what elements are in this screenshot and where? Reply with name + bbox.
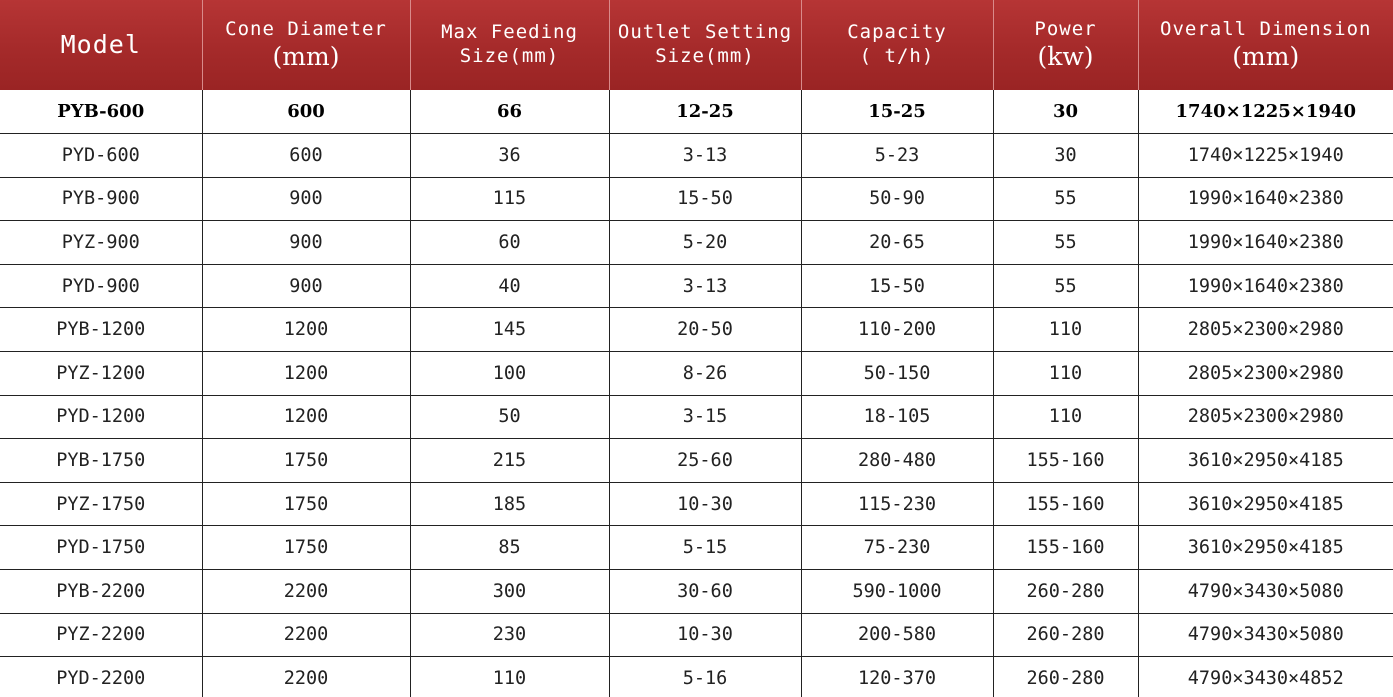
cell-power: 155-160 [993, 526, 1138, 570]
header-outlet-setting-size [609, 0, 801, 90]
cell-capacity: 20-65 [801, 221, 993, 265]
cell-cone-diameter: 1200 [202, 352, 410, 396]
table-row [0, 526, 1393, 570]
cell-overall-dimension: 4790×3430×5080 [1138, 613, 1393, 657]
cell-power: 110 [993, 308, 1138, 352]
cell-cone-diameter: 1750 [202, 482, 410, 526]
header-power-unit: (kw) [1037, 42, 1094, 72]
cell-max-feeding-size: 50 [410, 395, 609, 439]
cell-outlet-setting-size: 12-25 [609, 90, 801, 134]
header-overall-dimension-label: Overall Dimension [1160, 17, 1372, 40]
cell-outlet-setting-size: 5-16 [609, 657, 801, 697]
table-row [0, 221, 1393, 265]
table-body [0, 90, 1393, 697]
cell-overall-dimension: 1990×1640×2380 [1138, 221, 1393, 265]
cell-model: PYD-2200 [0, 657, 202, 697]
cell-capacity: 280-480 [801, 439, 993, 483]
table-row [0, 613, 1393, 657]
cell-max-feeding-size: 100 [410, 352, 609, 396]
cell-max-feeding-size: 60 [410, 221, 609, 265]
cell-overall-dimension: 3610×2950×4185 [1138, 526, 1393, 570]
cell-max-feeding-size: 85 [410, 526, 609, 570]
cell-outlet-setting-size: 3-13 [609, 134, 801, 178]
cell-capacity: 15-25 [801, 90, 993, 134]
cell-outlet-setting-size: 30-60 [609, 570, 801, 614]
cell-capacity: 200-580 [801, 613, 993, 657]
cell-max-feeding-size: 185 [410, 482, 609, 526]
cell-overall-dimension: 4790×3430×5080 [1138, 570, 1393, 614]
cell-capacity: 5-23 [801, 134, 993, 178]
header-cone-diameter [202, 0, 410, 90]
cell-model: PYD-1750 [0, 526, 202, 570]
cell-max-feeding-size: 215 [410, 439, 609, 483]
cell-model: PYD-1200 [0, 395, 202, 439]
cell-cone-diameter: 1200 [202, 395, 410, 439]
cell-overall-dimension: 2805×2300×2980 [1138, 395, 1393, 439]
cell-overall-dimension: 3610×2950×4185 [1138, 482, 1393, 526]
cell-power: 30 [993, 90, 1138, 134]
cell-cone-diameter: 1750 [202, 526, 410, 570]
cell-cone-diameter: 900 [202, 221, 410, 265]
cell-overall-dimension: 1740×1225×1940 [1138, 134, 1393, 178]
cell-cone-diameter: 2200 [202, 613, 410, 657]
cell-power: 260-280 [993, 570, 1138, 614]
cell-power: 55 [993, 221, 1138, 265]
cell-outlet-setting-size: 3-15 [609, 395, 801, 439]
cell-cone-diameter: 900 [202, 264, 410, 308]
cell-cone-diameter: 900 [202, 177, 410, 221]
cell-overall-dimension: 1740×1225×1940 [1138, 90, 1393, 134]
cell-capacity: 115-230 [801, 482, 993, 526]
cell-outlet-setting-size: 15-50 [609, 177, 801, 221]
cell-power: 155-160 [993, 482, 1138, 526]
cell-model: PYB-600 [0, 90, 202, 134]
cell-max-feeding-size: 36 [410, 134, 609, 178]
cell-overall-dimension: 4790×3430×4852 [1138, 657, 1393, 697]
cell-overall-dimension: 1990×1640×2380 [1138, 264, 1393, 308]
cell-outlet-setting-size: 5-15 [609, 526, 801, 570]
cell-capacity: 50-150 [801, 352, 993, 396]
cell-power: 110 [993, 352, 1138, 396]
cell-max-feeding-size: 66 [410, 90, 609, 134]
table-row [0, 482, 1393, 526]
header-overall-dimension-unit: (mm) [1232, 42, 1300, 72]
header-capacity-unit: ( t/h) [859, 45, 935, 67]
cell-max-feeding-size: 110 [410, 657, 609, 697]
cell-capacity: 15-50 [801, 264, 993, 308]
header-outlet-setting-label: Outlet Setting [617, 21, 793, 44]
cell-outlet-setting-size: 25-60 [609, 439, 801, 483]
table-row [0, 657, 1393, 697]
cell-outlet-setting-size: 8-26 [609, 352, 801, 396]
cell-cone-diameter: 2200 [202, 570, 410, 614]
header-capacity-label: Capacity [847, 21, 947, 44]
cell-capacity: 590-1000 [801, 570, 993, 614]
cell-overall-dimension: 3610×2950×4185 [1138, 439, 1393, 483]
cell-max-feeding-size: 230 [410, 613, 609, 657]
cell-outlet-setting-size: 5-20 [609, 221, 801, 265]
cell-cone-diameter: 600 [202, 90, 410, 134]
header-outlet-setting-unit: Size(mm) [655, 45, 755, 67]
cell-power: 55 [993, 177, 1138, 221]
table-row [0, 308, 1393, 352]
cell-overall-dimension: 2805×2300×2980 [1138, 308, 1393, 352]
header-max-feeding-label: Max Feeding [441, 21, 578, 44]
cell-model: PYZ-2200 [0, 613, 202, 657]
cell-model: PYD-900 [0, 264, 202, 308]
header-max-feeding-size [410, 0, 609, 90]
cell-outlet-setting-size: 3-13 [609, 264, 801, 308]
header-overall-dimension [1138, 0, 1393, 90]
table-row [0, 352, 1393, 396]
cell-capacity: 75-230 [801, 526, 993, 570]
table-row [0, 439, 1393, 483]
header-cone-diameter-label: Cone Diameter [225, 17, 387, 40]
cell-model: PYB-1200 [0, 308, 202, 352]
cell-power: 110 [993, 395, 1138, 439]
header-power-label: Power [1034, 17, 1097, 40]
header-capacity [801, 0, 993, 90]
table-row [0, 395, 1393, 439]
table-row [0, 570, 1393, 614]
table-row [0, 177, 1393, 221]
cell-cone-diameter: 1200 [202, 308, 410, 352]
cell-model: PYZ-1750 [0, 482, 202, 526]
cell-max-feeding-size: 40 [410, 264, 609, 308]
cell-overall-dimension: 2805×2300×2980 [1138, 352, 1393, 396]
cell-power: 155-160 [993, 439, 1138, 483]
cell-cone-diameter: 2200 [202, 657, 410, 697]
cell-outlet-setting-size: 10-30 [609, 482, 801, 526]
cell-power: 260-280 [993, 657, 1138, 697]
cell-cone-diameter: 600 [202, 134, 410, 178]
cell-overall-dimension: 1990×1640×2380 [1138, 177, 1393, 221]
table-row [0, 264, 1393, 308]
cell-power: 30 [993, 134, 1138, 178]
cell-capacity: 18-105 [801, 395, 993, 439]
header-row [0, 0, 1393, 90]
cell-max-feeding-size: 145 [410, 308, 609, 352]
header-model [0, 0, 202, 90]
cell-model: PYZ-1200 [0, 352, 202, 396]
header-cone-diameter-unit: (mm) [272, 42, 340, 72]
header-power [993, 0, 1138, 90]
cell-cone-diameter: 1750 [202, 439, 410, 483]
table-row [0, 134, 1393, 178]
cell-model: PYD-600 [0, 134, 202, 178]
cell-model: PYZ-900 [0, 221, 202, 265]
cell-power: 260-280 [993, 613, 1138, 657]
cell-capacity: 120-370 [801, 657, 993, 697]
header-max-feeding-unit: Size(mm) [459, 45, 560, 67]
cell-capacity: 50-90 [801, 177, 993, 221]
cell-model: PYB-2200 [0, 570, 202, 614]
cell-max-feeding-size: 115 [410, 177, 609, 221]
header-model-label: Model [60, 30, 141, 60]
cell-capacity: 110-200 [801, 308, 993, 352]
cell-outlet-setting-size: 10-30 [609, 613, 801, 657]
table-row [0, 90, 1393, 134]
cell-max-feeding-size: 300 [410, 570, 609, 614]
cell-model: PYB-1750 [0, 439, 202, 483]
cell-model: PYB-900 [0, 177, 202, 221]
cell-power: 55 [993, 264, 1138, 308]
cell-outlet-setting-size: 20-50 [609, 308, 801, 352]
